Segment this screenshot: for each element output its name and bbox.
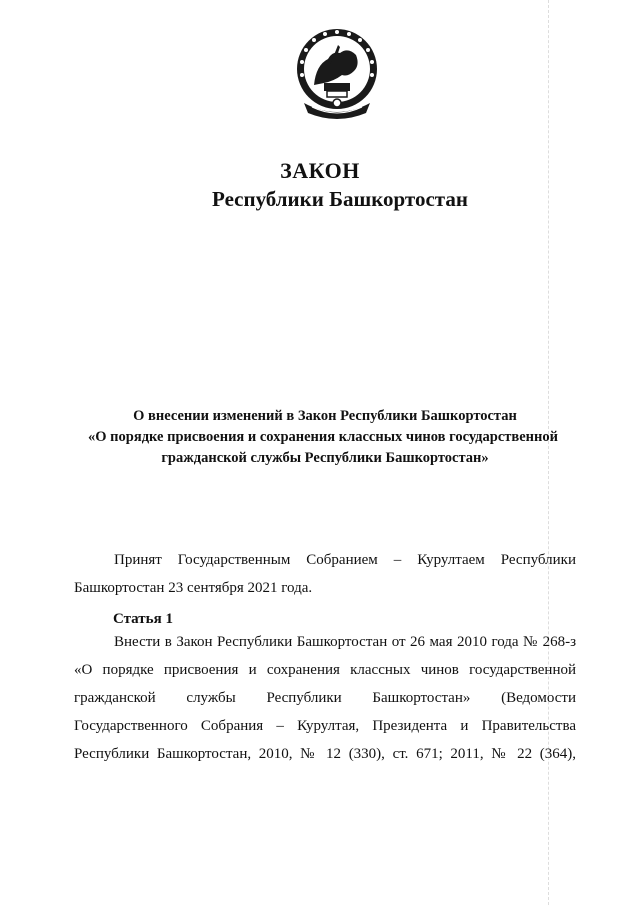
article-line: Республики Башкортостан, 2010, № 12 (330), ст. 671; 2011, № 22 (364), — [74, 746, 576, 762]
bashkortostan-coat-of-arms-icon — [294, 25, 380, 125]
article-title: Статья 1 — [113, 611, 173, 627]
law-heading — [74, 406, 576, 469]
law-heading-line: О внесении изменений в Закон Республики Башкортостан — [133, 408, 517, 424]
coat-of-arms-emblem — [294, 25, 380, 125]
article-body — [74, 628, 576, 768]
adoption-line: Принят Государственным Собранием – Курултаем Республики — [114, 552, 576, 568]
article-line: Внести в Закон Республики Башкортостан от 26 мая 2010 года № 268-з — [114, 634, 576, 650]
article-line: Государственного Собрания – Курултая, Президента и Правительства — [74, 718, 576, 734]
adoption-line: Башкортостан 23 сентября 2021 года. — [74, 580, 313, 596]
article-line: гражданской службы Республики Башкортостан» (Ведомости — [74, 690, 576, 706]
article-line: «О порядке присвоения и сохранения классных чинов государственной — [74, 662, 576, 678]
law-heading-line: гражданской службы Республики Башкортостан» — [161, 450, 489, 466]
law-subtitle: Республики Башкортостан — [212, 187, 468, 211]
law-title: ЗАКОН — [280, 158, 360, 183]
law-heading-line: «О порядке присвоения и сохранения классных чинов государственной — [88, 429, 558, 445]
adoption-note — [74, 546, 576, 602]
